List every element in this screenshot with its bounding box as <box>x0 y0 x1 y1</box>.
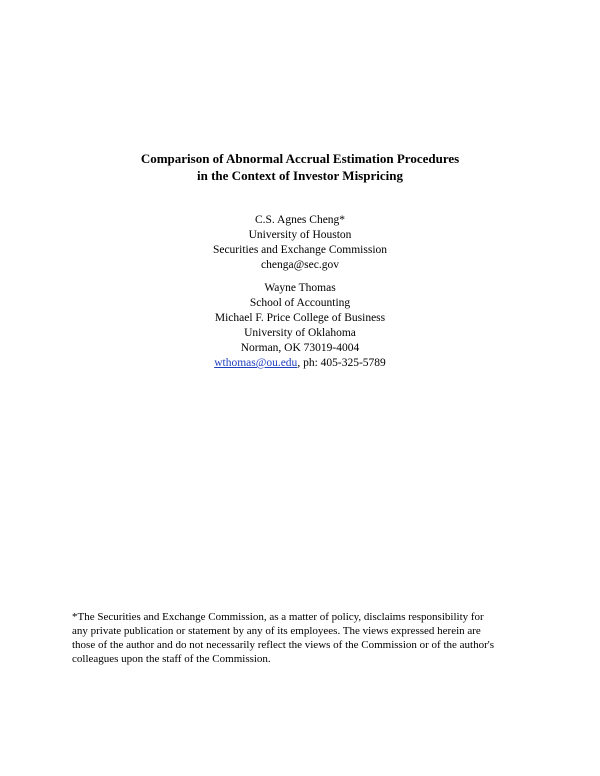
title-line-2: in the Context of Investor Mispricing <box>197 168 403 183</box>
author-college: Michael F. Price College of Business <box>214 312 386 324</box>
footnote-line: *The Securities and Exchange Commission, as a matter of policy, disclaims responsibility for <box>72 611 484 623</box>
author-block-thomas <box>0 281 600 371</box>
author-university: University of Oklahoma <box>244 327 356 339</box>
author-name: Wayne Thomas <box>264 282 336 294</box>
footnote-disclaimer <box>72 610 532 666</box>
paper-title <box>0 150 600 184</box>
author-affiliation: University of Houston <box>248 229 352 241</box>
author-address: Norman, OK 73019-4004 <box>240 342 360 354</box>
author-block-cheng <box>0 213 600 273</box>
author-affiliation: Securities and Exchange Commission <box>212 244 388 256</box>
title-line-1: Comparison of Abnormal Accrual Estimation Procedures <box>140 151 460 166</box>
author-school: School of Accounting <box>249 297 351 309</box>
author-phone: , ph: 405-325-5789 <box>297 357 386 369</box>
author-email-link[interactable]: wthomas@ou.edu <box>214 357 298 369</box>
footnote-line: those of the author and do not necessarily reflect the views of the Commission or of the author's <box>72 639 495 651</box>
footnote-line: colleagues upon the staff of the Commission. <box>72 653 271 665</box>
author-contact <box>0 356 600 371</box>
author-name: C.S. Agnes Cheng* <box>254 214 346 226</box>
footnote-line: any private publication or statement by any of its employees. The views expressed herein are <box>72 625 481 637</box>
author-email: chenga@sec.gov <box>261 259 339 271</box>
